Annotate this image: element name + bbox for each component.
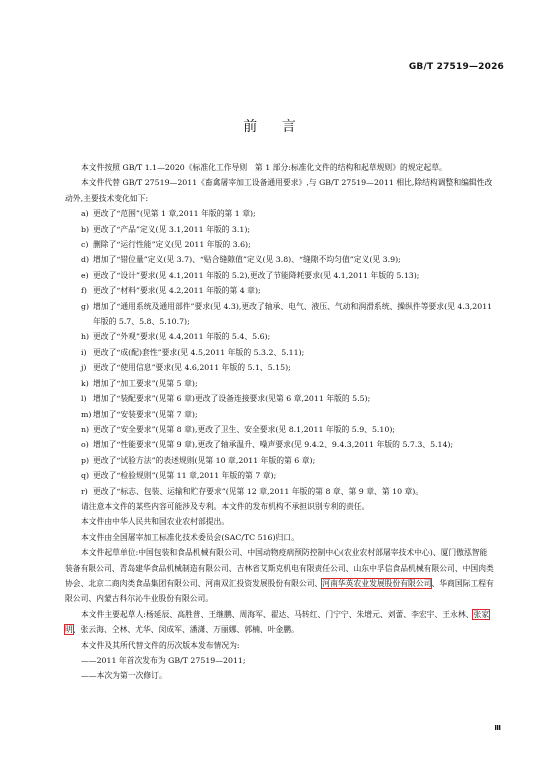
standard-number: GB/T 27519—2026 (408, 62, 504, 72)
change-item-label: i) (81, 347, 87, 357)
change-item-text: 更改了“产品”定义(见 3.1,2011 年版的 3.1); (93, 224, 251, 234)
history-item: ——本次为第一次修订。 (81, 671, 167, 681)
change-item-text: 更改了“材料”要求(见 4.2,2011 年版的第 4 章); (93, 286, 261, 296)
change-item-text: 增加了“加工要求”(见第 5 章); (93, 378, 198, 388)
change-item-label: e) (81, 270, 89, 280)
change-item-text: 增加了“装配要求”(见第 6 章)更改了设备连接要求(见第 6 章,2011 年版的 5.5); (93, 394, 371, 404)
change-item-text: 增加了“安装要求”(见第 7 章); (93, 409, 198, 419)
highlighted-drafter: 张家明 (65, 609, 490, 635)
change-item (65, 252, 495, 267)
change-item-text: 增加了“通用系统及通用部件”要求(见 4.3),更改了轴承、电气、液压、气动和润滑系统、操纵件等要求(见 4.3,2011 年版的 5.7、5.8、5.10.7); (93, 301, 493, 327)
change-item-text: 删除了“运行性能”定义(见 2011 年版的 3.6); (93, 240, 251, 250)
change-item (65, 437, 495, 452)
change-item-text: 更改了“试验方法”的表述规则(见第 10 章,2011 年版的第 6 章); (93, 455, 316, 465)
drafters-text: 本文件主要起草人:杨延辰、高胜普、王继鹏、周海军、翟达、马转红、门宁宁、朱增元、刘蕾、李宏宇、王永林、 (81, 609, 474, 619)
change-item (65, 329, 495, 344)
proposer-statement: 本文件由中华人民共和国农业农村部提出。 (81, 517, 230, 527)
change-item (65, 453, 495, 468)
change-item-label: c) (81, 240, 89, 250)
highlighted-unit: 河南华英农业发展股份有限公司 (322, 578, 432, 588)
change-item (65, 360, 495, 375)
foreword-body (65, 160, 495, 684)
drafting-units-text-end: 、华商国际工程有限公司、内蒙古科尔沁牛业股份有限公司。 (65, 578, 494, 604)
change-item (65, 345, 495, 360)
change-item-text: 增加了“性能要求”(见第 9 章),更改了轴承温升、噪声要求(见 9.4.2、9.4.3,2011 年版的 5.7.3、5.14); (93, 440, 454, 450)
change-item-label: p) (81, 455, 90, 465)
change-item-text: 更改了“标志、包装、运输和贮存要求”(见第 12 章,2011 年版的第 8 章、第 9 章、第 10 章)。 (93, 486, 424, 496)
change-item-text: 更改了“设计”要求(见 4.1,2011 年版的 5.2),更改了节能降耗要求(见 4.1,2011 年版的 5.13); (93, 270, 420, 280)
change-item (65, 468, 495, 483)
drafters-text-end: 、张云海、仝林、尤华、闵成军、潘潇、万丽娜、郭楠、叶金鹏。 (72, 625, 299, 635)
change-item (65, 283, 495, 298)
change-item-text: 更改了“成(配)套性”要求(见 4.5,2011 年版的 5.3.2、5.11); (93, 347, 305, 357)
change-item-label: r) (81, 486, 88, 496)
change-item-label: m) (81, 409, 92, 419)
change-item-text: 增加了“错位量”定义(见 3.7)、“贴合缝隙值”定义(见 3.8)、“缝隙不均匀值”定义(见 3.9); (93, 255, 401, 265)
change-item (65, 407, 495, 422)
history-intro: 本文件及其所代替文件的历次版本发布情况为: (81, 640, 240, 650)
drafters (65, 607, 495, 638)
change-item-label: j) (81, 363, 87, 373)
change-item-label: f) (81, 286, 87, 296)
history-item: ——2011 年首次发布为 GB/T 27519—2011; (81, 656, 246, 665)
change-item-label: d) (81, 255, 90, 265)
change-item (65, 484, 495, 499)
change-item-text: 更改了“检验规则”(见第 11 章,2011 年版的第 7 章); (93, 471, 277, 481)
change-item (65, 268, 495, 283)
replacement-paragraph: 本文件代替 GB/T 27519—2011《畜禽屠宰加工设备通用要求》,与 GB/T 27519—2011 相比,除结构调整和编辑性改动外,主要技术变化如下: (65, 178, 493, 203)
change-item-label: k) (81, 378, 89, 388)
committee-statement: 本文件由全国屠宰加工标准化技术委员会(SAC/TC 516)归口。 (81, 532, 299, 542)
drafting-units (65, 545, 495, 607)
change-list (65, 206, 495, 499)
patent-notice: 请注意本文件的某些内容可能涉及专利。本文件的发布机构不承担识别专利的责任。 (81, 501, 370, 511)
change-item (65, 299, 495, 330)
change-item (65, 222, 495, 237)
change-item-label: o) (81, 440, 89, 450)
change-item-label: l) (81, 394, 87, 404)
change-item-label: a) (81, 209, 89, 219)
change-item (65, 391, 495, 406)
drafting-units-text: 本文件起草单位:中国包装和食品机械有限公司、中国动物疫病预防控制中心(农业农村部屠宰技术中心)、厦门傲泓智能装备有限公司、青岛建华食品机械制造有限公司、吉林省艾斯克机电有限责任公司、山东中孚信食品机械有限公司、中国肉类协会、北京二商肉类食品集团有限公司、河南双汇投资发展股份有限公司、 (65, 548, 494, 588)
change-item (65, 376, 495, 391)
change-item-label: h) (81, 332, 90, 342)
change-item (65, 206, 495, 221)
change-item-label: b) (81, 224, 90, 234)
change-item-label: q) (81, 471, 90, 481)
drafting-rule-paragraph: 本文件按照 GB/T 1.1—2020《标准化工作导则 第 1 部分:标准化文件的结构和起草规则》的规定起草。 (81, 163, 447, 172)
change-item-text: 更改了“安全要求”(见第 8 章),更改了卫生、安全要求(见 8.1,2011 年版的 5.9、5.10); (93, 424, 395, 434)
change-item-text: 更改了“范围”(见第 1 章,2011 年版的第 1 章); (93, 209, 256, 219)
change-item-text: 更改了“外观”要求(见 4.4,2011 年版的 5.4、5.6); (93, 332, 271, 342)
section-title: 前 言 (243, 119, 306, 135)
change-item (65, 237, 495, 252)
change-item-label: n) (81, 424, 90, 434)
change-item-label: g) (81, 301, 90, 311)
page-number: Ⅲ (494, 724, 501, 732)
change-item-text: 更改了“使用信息”要求(见 4.6,2011 年版的 5.1、5.15); (93, 363, 291, 373)
change-item (65, 422, 495, 437)
